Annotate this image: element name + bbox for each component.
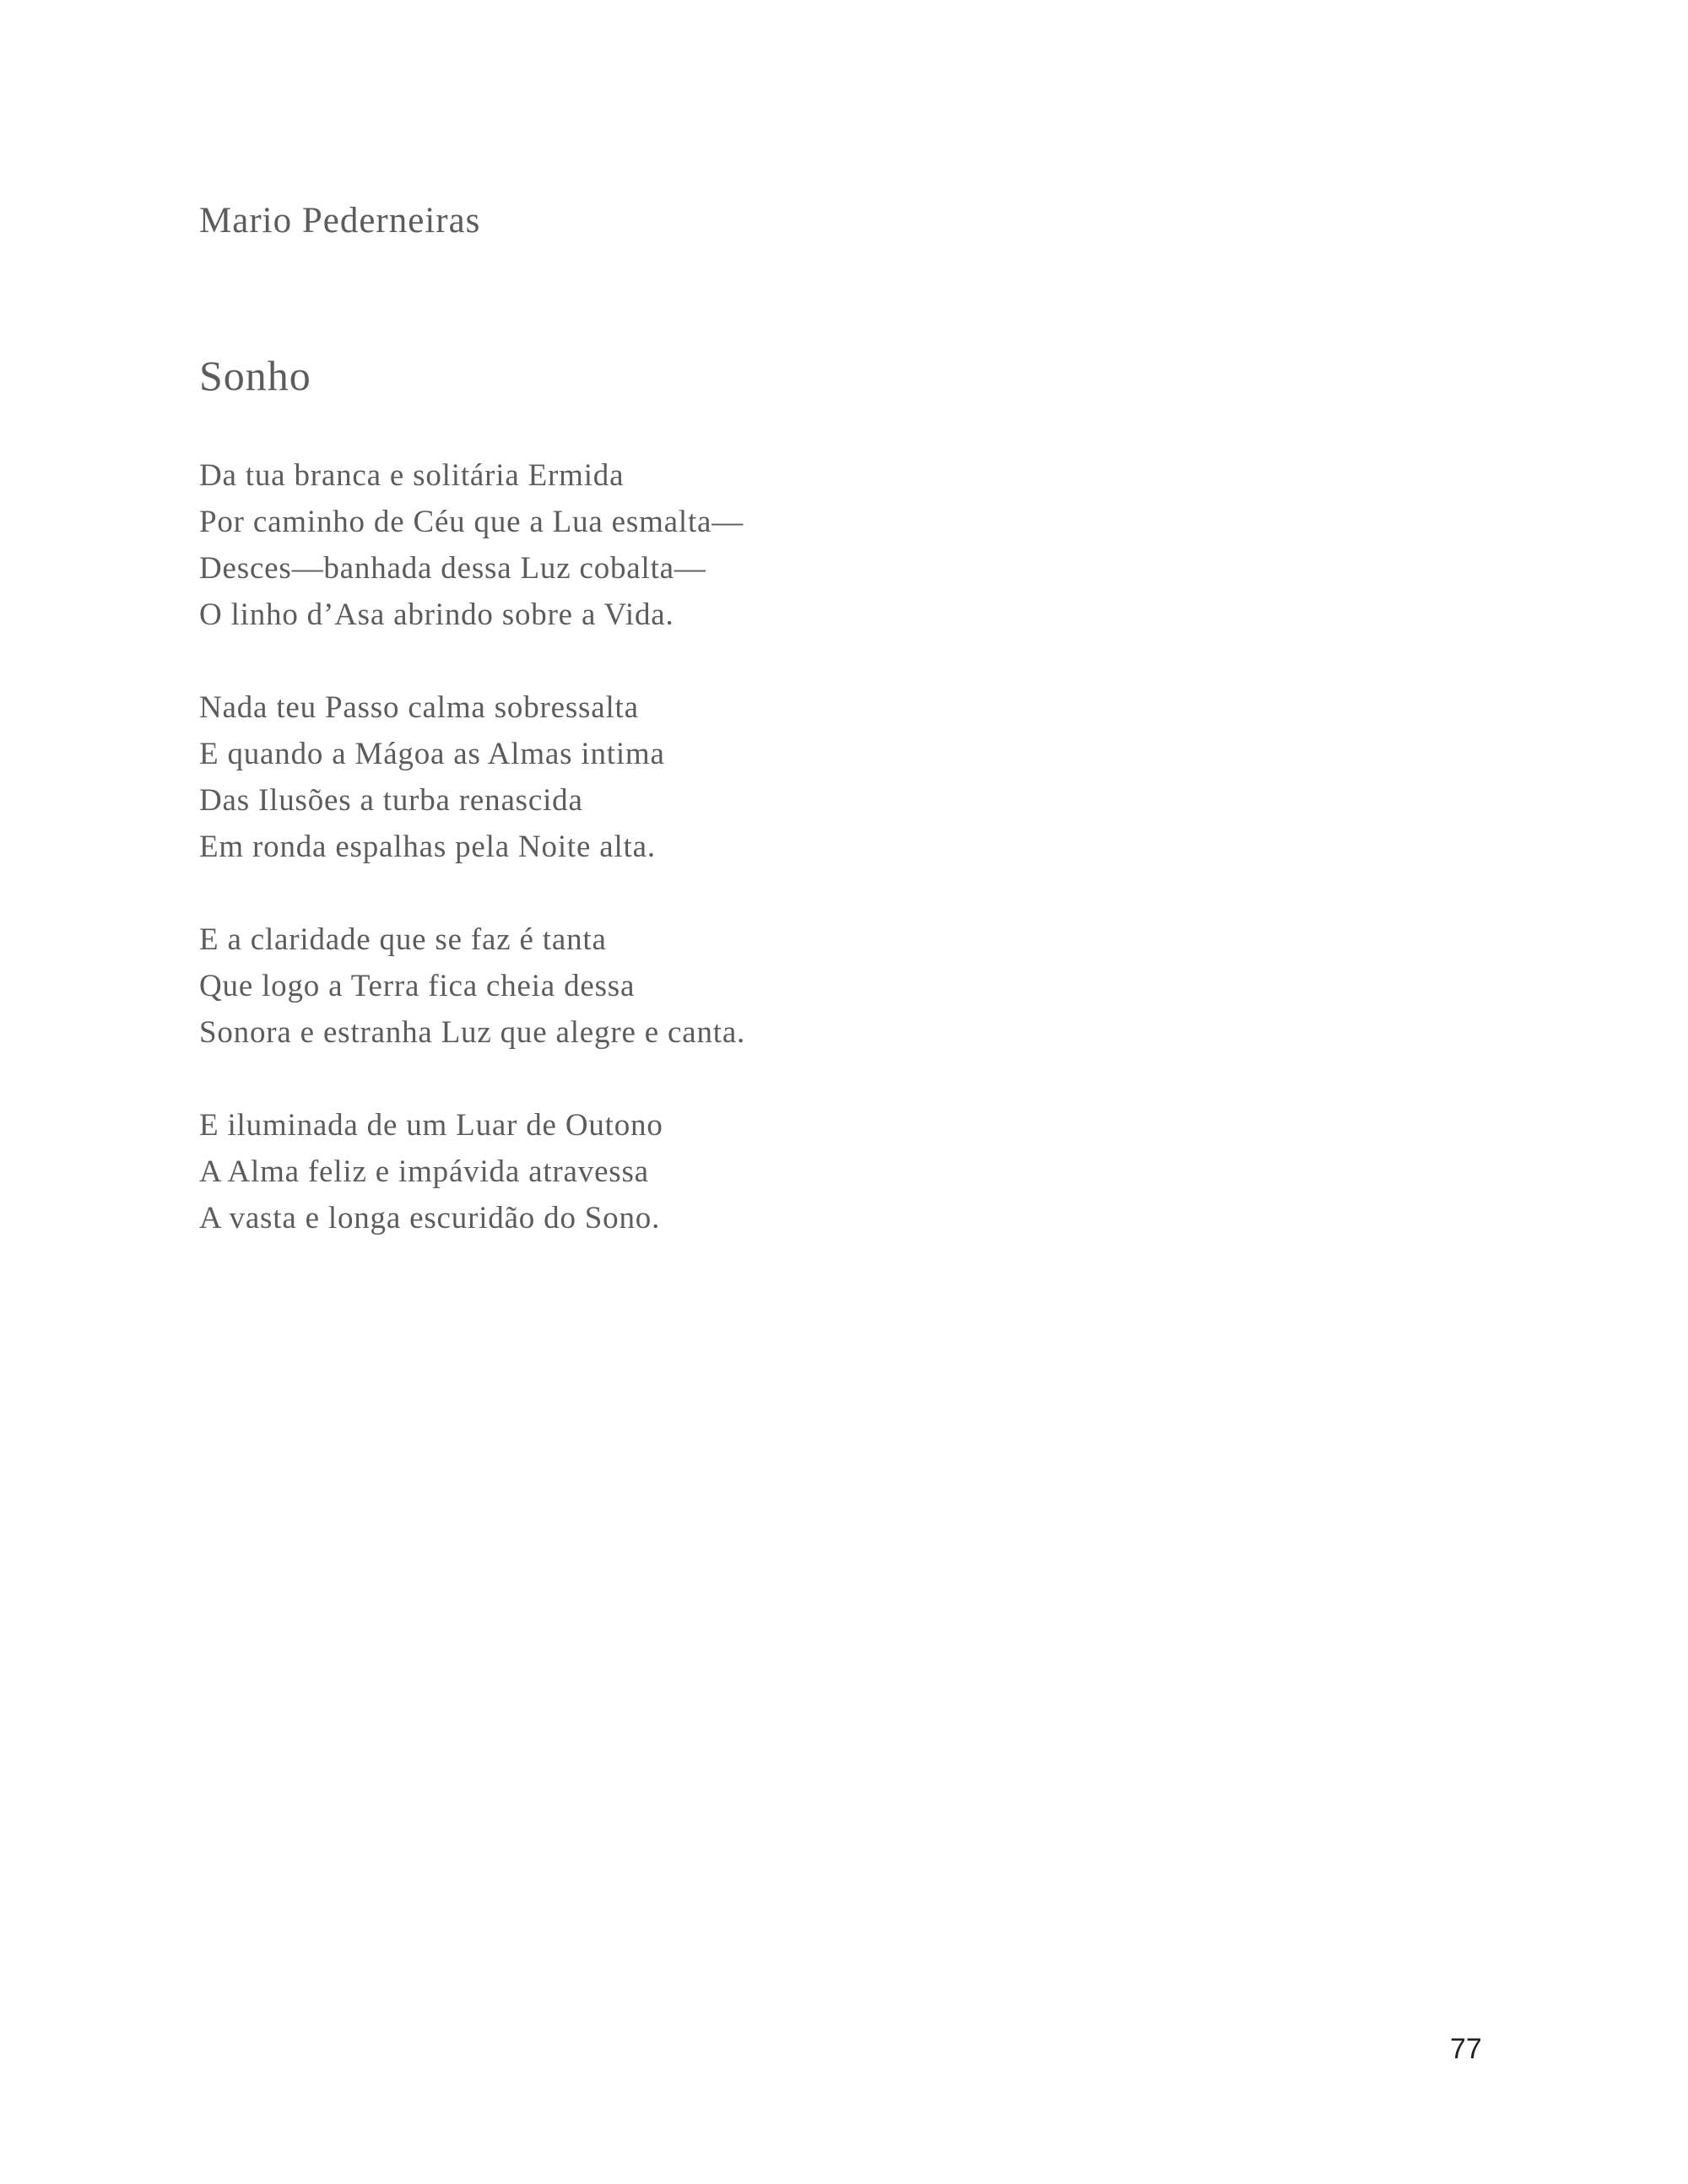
verse-line: Da tua branca e solitária Ermida (199, 458, 625, 493)
verse-line: Nada teu Passo calma sobressalta (199, 690, 639, 725)
stanza-3 (199, 916, 745, 1056)
verse-line: Das Ilusões a turba renascida (199, 783, 583, 818)
verse-line: Que logo a Terra fica cheia dessa (199, 969, 636, 1003)
stanza-4 (199, 1102, 745, 1241)
verse-line: E a claridade que se faz é tanta (199, 922, 607, 957)
verse-line: E iluminada de um Luar de Outono (199, 1108, 663, 1143)
poem-body (199, 452, 745, 1288)
poem-title: Sonho (199, 352, 311, 399)
verse-line: Desces—banhada dessa Luz cobalta— (199, 551, 706, 586)
verse-line: O linho d’Asa abrindo sobre a Vida. (199, 597, 674, 632)
verse-line: A vasta e longa escuridão do Sono. (199, 1201, 661, 1235)
verse-line: Por caminho de Céu que a Lua esmalta— (199, 505, 744, 539)
poem-author: Mario Pederneiras (199, 201, 481, 241)
verse-line: Em ronda espalhas pela Noite alta. (199, 830, 656, 864)
stanza-2 (199, 684, 745, 870)
verse-line: E quando a Mágoa as Almas intima (199, 737, 665, 771)
page-number: 77 (1450, 2033, 1482, 2065)
verse-line: Sonora e estranha Luz que alegre e canta. (199, 1015, 746, 1050)
verse-line: A Alma feliz e impávida atravessa (199, 1154, 649, 1189)
stanza-1 (199, 452, 745, 638)
